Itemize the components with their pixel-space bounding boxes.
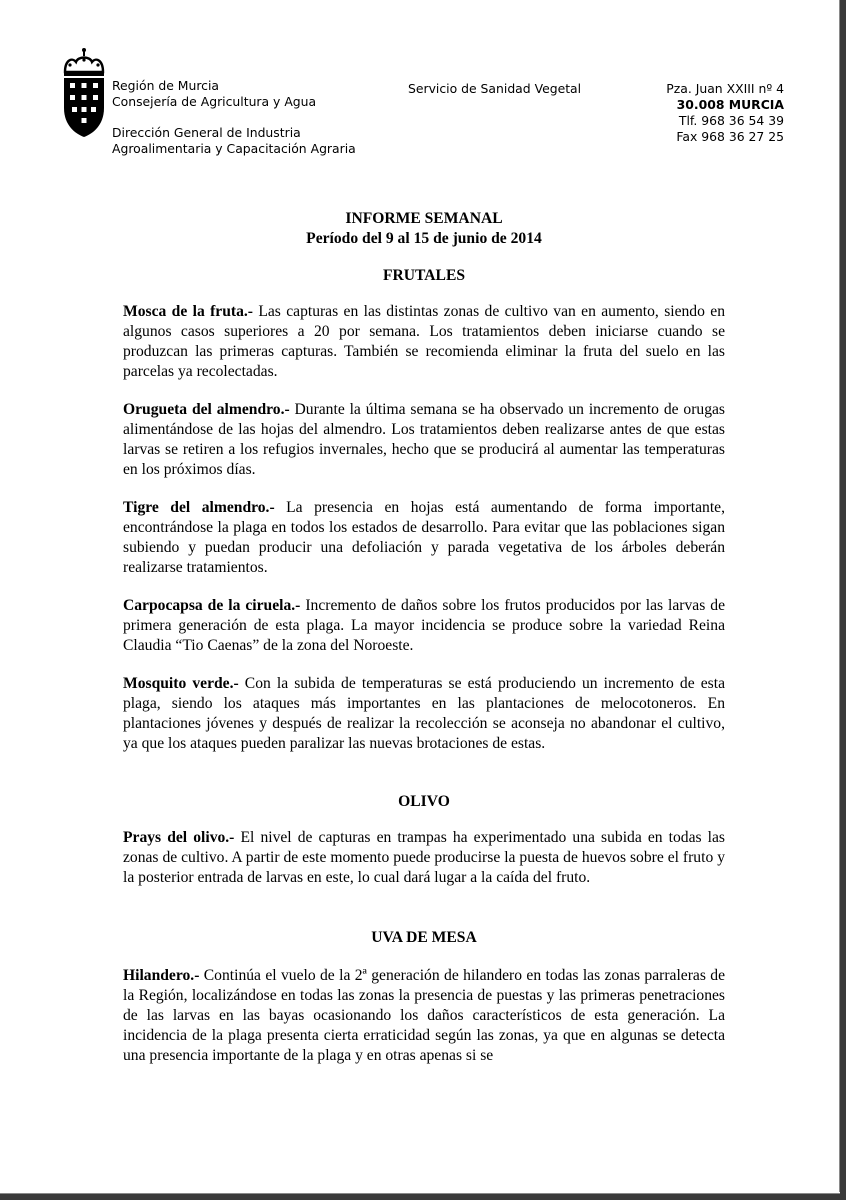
header-service: Servicio de Sanidad Vegetal [408,81,582,96]
pest-term: Mosca de la fruta.- [123,303,253,320]
header-address [666,81,784,145]
pest-description: Las capturas en las distintas zonas de cultivo van en aumento, siendo en algunos casos superiores a 20 por semana. Los tratamientos deben iniciarse cuando se produzcan las primeras capturas. También se recomienda eliminar la fruta del suelo en las parcelas ya recolectadas. [123,303,725,380]
pest-term: Orugueta del almendro.- [123,401,290,418]
section-heading-olivo: OLIVO [398,793,450,810]
directorate-line-2: Agroalimentaria y Capacitación Agraria [112,141,356,156]
org-region: Región de Murcia [112,78,219,93]
address-street: Pza. Juan XXIII nº 4 [666,81,784,96]
pest-paragraph-mosca [123,302,725,382]
pest-description: La presencia en hojas está aumentando de forma importante, encontrándose la plaga en todos los estados de desarrollo. Para evitar que las poblaciones sigan subiendo y puedan producir una defoliación y parada vegetativa de los árboles deberán realizarse tratamientos. [123,499,725,576]
section-heading-uva-de-mesa: UVA DE MESA [371,929,477,946]
pest-paragraph-mosquito [123,674,725,754]
pest-description: Incremento de daños sobre los frutos producidos por las larvas de primera generación de esta plaga. La mayor incidencia se produce sobre la variedad Reina Claudia “Tio Caenas” de la zona del Noroeste. [123,597,725,654]
header-organization [112,78,316,110]
pest-term: Mosquito verde.- [123,675,239,692]
pest-term: Prays del olivo.- [123,829,235,846]
report-period: Período del 9 al 15 de junio de 2014 [306,230,542,247]
pest-paragraph-prays [123,828,725,888]
page-shadow-right [840,0,846,1200]
report-title: INFORME SEMANAL [345,210,503,227]
address-phone: Tlf. 968 36 54 39 [678,113,784,128]
pest-paragraph-hilandero [123,966,725,1066]
region-crest-icon [62,46,106,138]
pest-description: Con la subida de temperaturas se está produciendo un incremento de esta plaga, siendo los ataques más importantes en las plantaciones de melocotoneros. En plantaciones jóvenes y después de realizar la recolección se aconseja no abandonar el cultivo, ya que los ataques pueden paralizar las nuevas brotaciones de estas. [123,675,725,752]
header-directorate [112,125,356,157]
directorate-line-1: Dirección General de Industria [112,125,301,140]
pest-paragraph-carpocapsa [123,596,725,656]
address-fax: Fax 968 36 27 25 [676,129,784,144]
page-shadow-bottom [0,1194,846,1200]
pest-paragraph-tigre [123,498,725,578]
pest-description: Continúa el vuelo de la 2ª generación de hilandero en todas las zonas parraleras de la Región, localizándose en todas las zonas la presencia de puestas y las primeras penetraciones de las larvas en las bayas ocasionando los daños característicos de esta generación. La incidencia de la plaga presenta cierta erraticidad según las zonas, ya que en algunas se detecta una presencia importante de la plaga y en otras apenas si se [123,967,725,1064]
pest-term: Hilandero.- [123,967,200,984]
pest-term: Tigre del almendro.- [123,499,275,516]
pest-paragraph-orugueta [123,400,725,480]
pest-term: Carpocapsa de la ciruela.- [123,597,301,614]
report-body [123,209,725,1066]
pest-description: El nivel de capturas en trampas ha experimentado una subida en todas las zonas de cultivo. A partir de este momento puede producirse la puesta de huevos sobre el fruto y la posterior entrada de larvas en este, lo cual dará lugar a la caída del fruto. [123,829,726,886]
address-city: 30.008 MURCIA [676,97,784,112]
org-department: Consejería de Agricultura y Agua [112,94,317,109]
pest-description: Durante la última semana se ha observado un incremento de orugas alimentándose de las hojas del almendro. Los tratamientos deben realizarse antes de que estas larvas se retiren a los refugios invernales, hecho que se producirá al aumentar las temperaturas en los próximos días. [123,401,725,478]
section-heading-frutales: FRUTALES [382,267,466,284]
